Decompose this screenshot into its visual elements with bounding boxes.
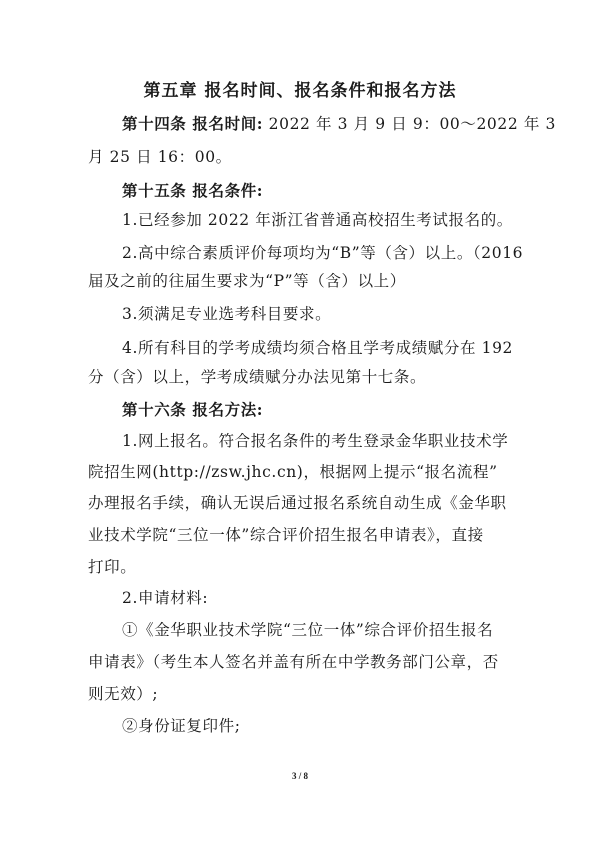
article-16-para-1-line-5: 打印。 — [88, 558, 137, 576]
article-15-heading: 第十五条 报名条件: — [122, 181, 264, 200]
material-1-line-3: 则无效）; — [88, 685, 159, 703]
article-14-heading: 第十四条 报名时间: — [122, 114, 264, 133]
chapter-title: 第五章 报名时间、报名条件和报名方法 — [143, 81, 457, 101]
article-16-para-1-line-4: 业技术学院“三位一体”综合评价招生报名申请表》，直接 — [88, 526, 484, 544]
article-15-item-4-line-2: 分（含）以上，学考成绩赋分办法见第十七条。 — [88, 368, 427, 386]
article-14-line-1 — [122, 112, 556, 134]
article-14-text: 2022 年 3 月 9 日 9：00～2022 年 3 — [263, 115, 556, 133]
page-number: 3 / 8 — [291, 771, 308, 781]
article-16-heading: 第十六条 报名方法: — [122, 400, 264, 419]
article-15-item-2-line-1: 2.高中综合素质评价每项均为“B”等（含）以上。（2016 — [122, 244, 524, 262]
material-1-line-1: ①《金华职业技术学院“三位一体”综合评价招生报名 — [122, 621, 494, 639]
article-14-line-2: 月 25 日 16：00。 — [88, 148, 232, 166]
article-15-item-1: 1.已经参加 2022 年浙江省普通高校招生考试报名的。 — [122, 211, 513, 229]
article-15-item-3: 3.须满足专业选考科目要求。 — [122, 305, 332, 323]
article-16-para-1-line-2: 院招生网(http://zsw.jhc.cn)，根据网上提示“报名流程” — [88, 463, 498, 481]
material-1-line-2: 申请表》（考生本人签名并盖有所在中学教务部门公章，否 — [88, 653, 499, 671]
article-15-item-4-line-1: 4.所有科目的学考成绩均须合格且学考成绩赋分在 192 — [122, 339, 514, 357]
article-16-para-1-line-1: 1.网上报名。符合报名条件的考生登录金华职业技术学 — [122, 432, 509, 450]
article-15-item-2-line-2: 届及之前的往届生要求为“P”等（含）以上） — [88, 272, 406, 290]
material-2: ②身份证复印件; — [122, 717, 241, 735]
article-16-para-2: 2.申请材料: — [122, 589, 209, 607]
article-16-para-1-line-3: 办理报名手续，确认无误后通过报名系统自动生成《金华职 — [88, 494, 507, 512]
